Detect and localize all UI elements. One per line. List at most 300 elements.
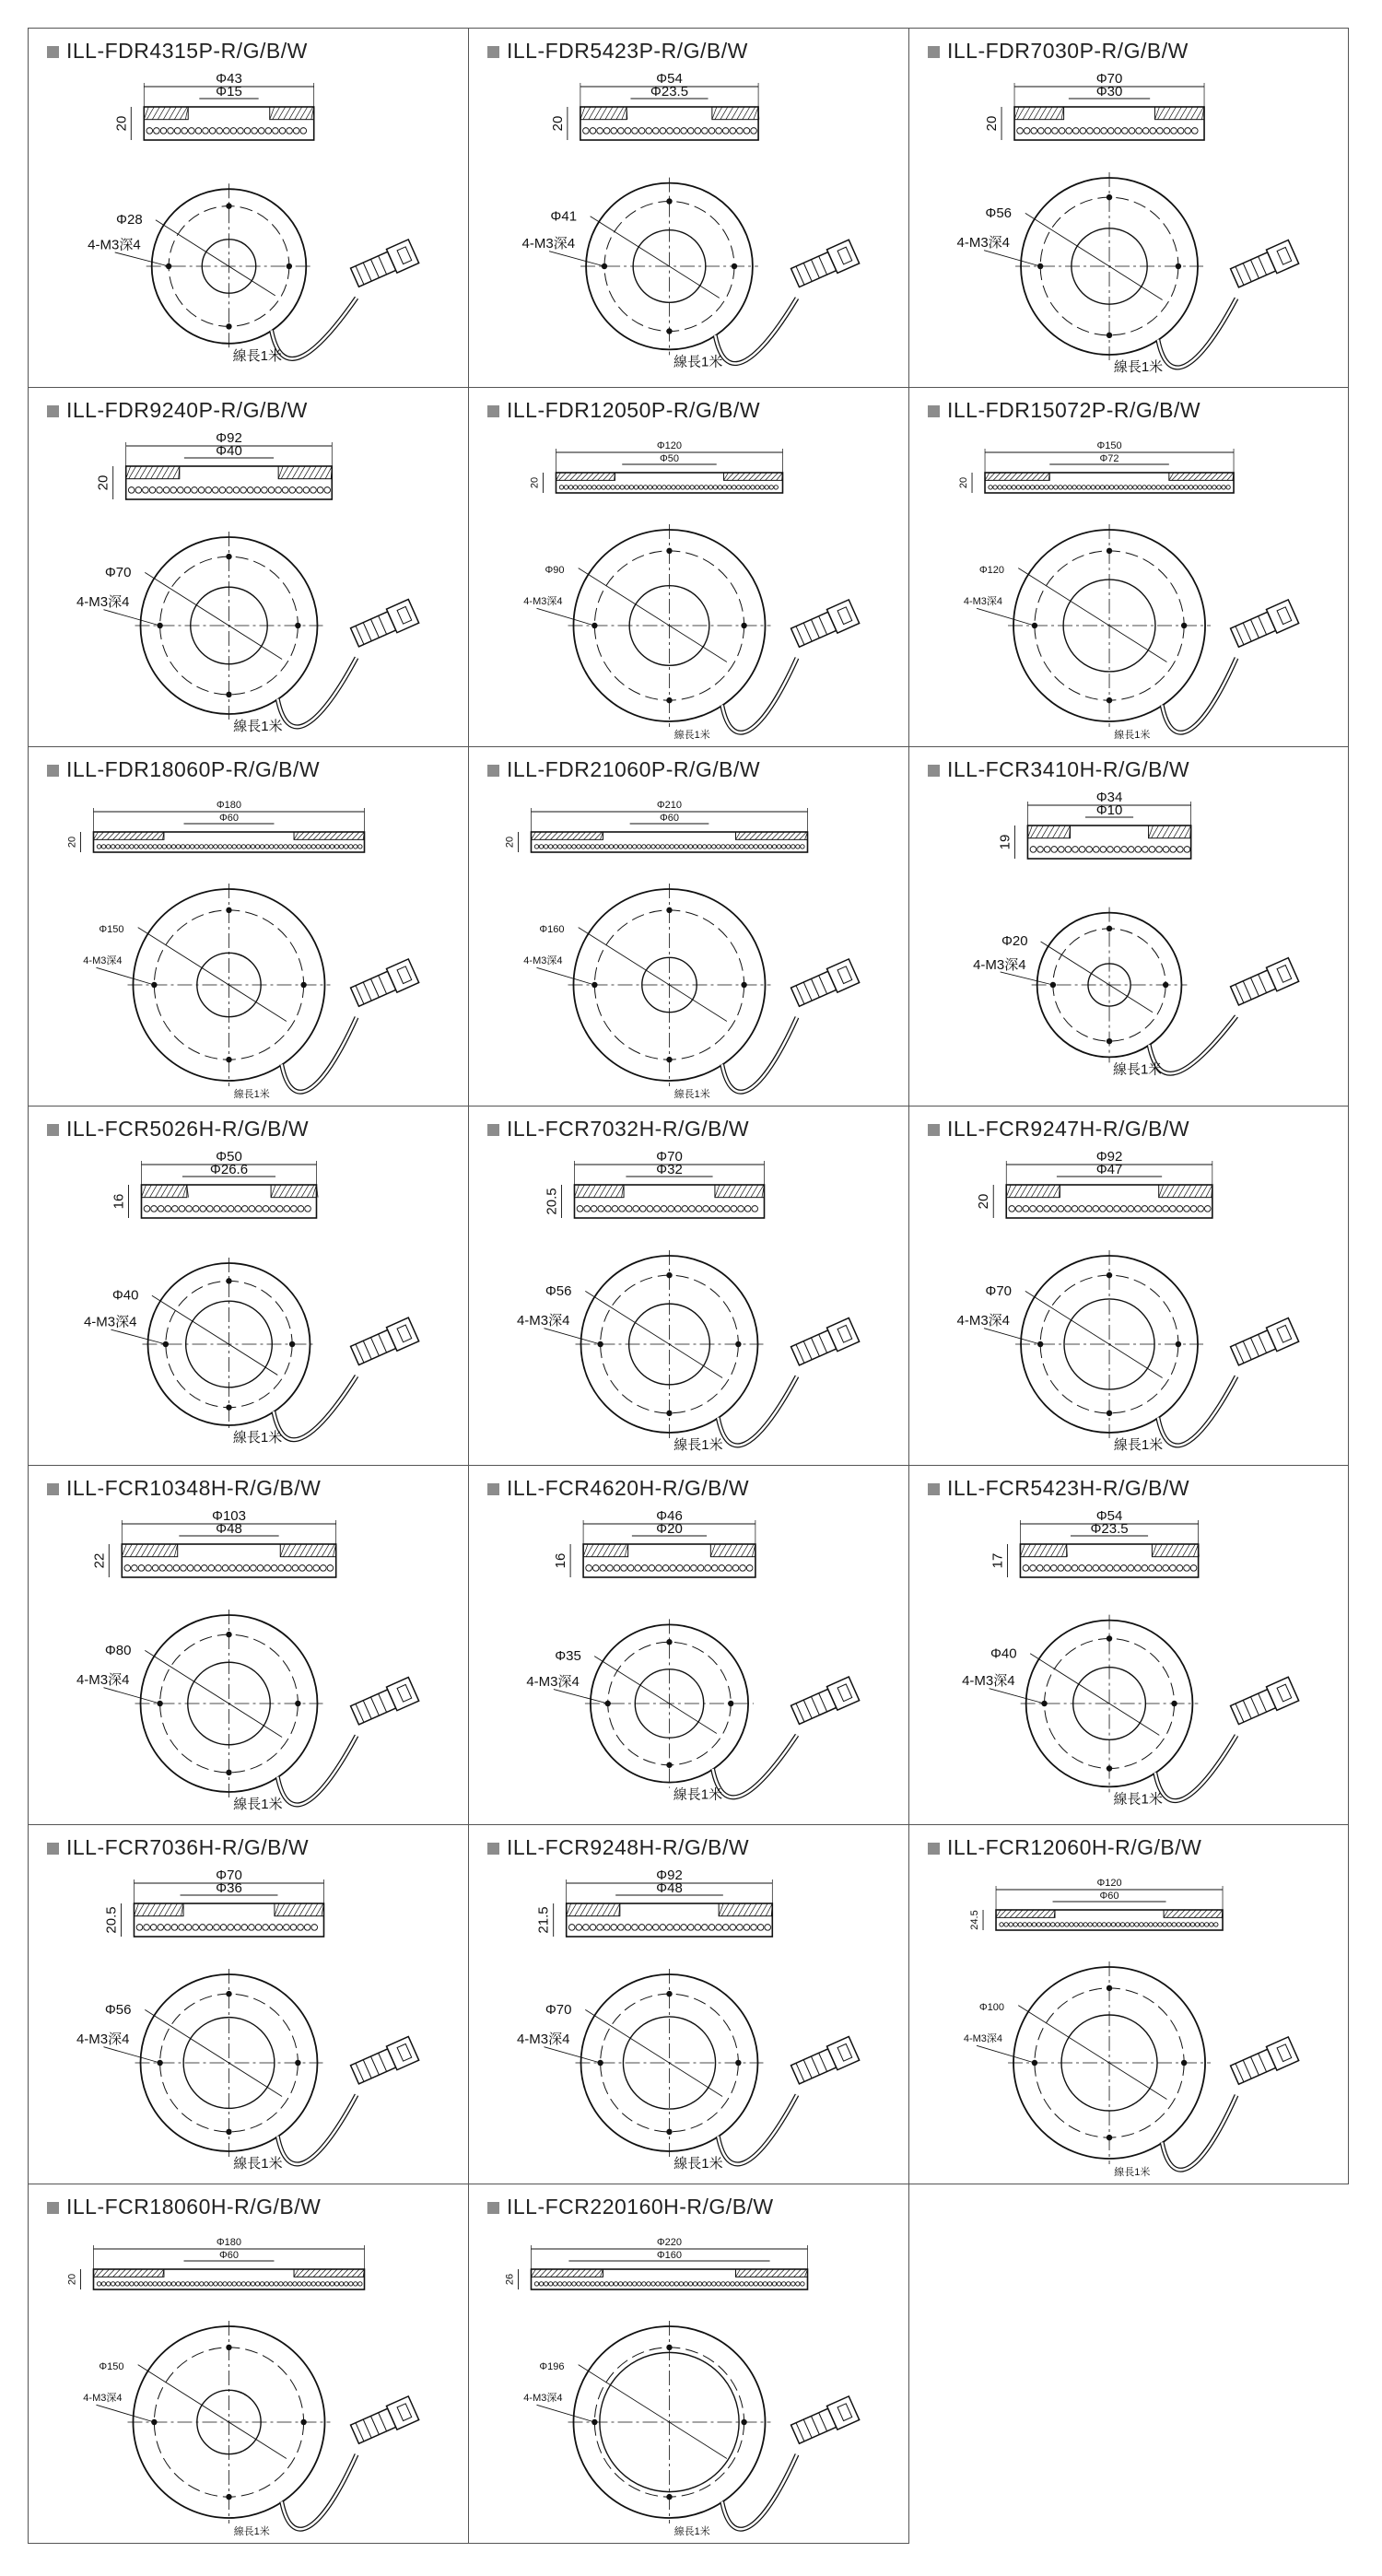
side-section-view (103, 1868, 323, 1937)
model-name: ILL-FDR18060P-R/G/B/W (66, 757, 321, 781)
mount-hole (1032, 2060, 1037, 2066)
height-label: 26 (504, 2273, 516, 2286)
mount-hole (666, 548, 672, 554)
screw-spec-label: 4-M3深4 (83, 1314, 137, 1330)
inner-diameter-label: Φ32 (656, 1162, 683, 1177)
front-plan-view (88, 183, 311, 349)
side-section-view (990, 1508, 1199, 1577)
height-label: 20 (66, 836, 78, 849)
dimension-drawing (29, 1825, 469, 2184)
inner-diameter-label: Φ48 (656, 1880, 683, 1896)
dimension-drawing (29, 29, 469, 388)
outer-diameter-label: Φ70 (656, 1149, 683, 1165)
inner-diameter-label: Φ40 (216, 443, 242, 459)
model-name: ILL-FCR220160H-R/G/B/W (507, 2195, 774, 2219)
cable-length-label: 線長1米 (233, 2156, 283, 2172)
side-section-view (553, 1508, 755, 1577)
model-name: ILL-FCR3410H-R/G/B/W (947, 757, 1190, 781)
connector-plug-icon (1229, 240, 1298, 290)
model-name: ILL-FCR4620H-R/G/B/W (507, 1476, 750, 1500)
mount-hole (666, 2494, 672, 2500)
hole-circle-label: Φ35 (555, 1647, 581, 1664)
hole-circle-label: Φ70 (104, 565, 132, 581)
mount-hole (295, 623, 300, 628)
outer-diameter-label: Φ50 (216, 1149, 242, 1165)
front-plan-view (76, 1969, 323, 2157)
front-plan-view (957, 1250, 1204, 1438)
mount-hole (666, 198, 672, 204)
hole-circle-label: Φ40 (990, 1645, 1017, 1662)
mount-hole (226, 692, 231, 697)
screw-spec-label: 4-M3深4 (973, 956, 1026, 973)
height-label: 22 (91, 1552, 108, 1569)
product-cell (468, 387, 909, 747)
height-label: 20 (113, 115, 130, 132)
mount-hole (226, 323, 231, 329)
mount-hole (1171, 1701, 1177, 1706)
model-name: ILL-FDR4315P-R/G/B/W (66, 39, 308, 63)
hole-circle-label: Φ80 (104, 1643, 132, 1659)
inner-diameter-label: Φ60 (218, 2250, 239, 2261)
height-label: 20 (958, 476, 970, 489)
outer-diameter-label: Φ92 (656, 1868, 683, 1883)
connector-plug-icon (1229, 958, 1298, 1008)
cable-length-label: 線長1米 (1113, 1437, 1164, 1453)
front-plan-view (522, 178, 758, 356)
front-plan-view (83, 884, 330, 1086)
cable-length-label: 線長1米 (673, 1089, 710, 1100)
hole-circle-label: Φ56 (104, 2002, 132, 2019)
screw-spec-label: 4-M3深4 (88, 237, 141, 253)
cable-length-label: 線長1米 (673, 2526, 710, 2537)
outer-diameter-label: Φ43 (216, 71, 242, 87)
hole-circle-label: Φ20 (1001, 932, 1028, 949)
led-bead-row (1009, 1206, 1211, 1212)
cable-length-label: 線長1米 (673, 730, 710, 741)
cable-length-label: 線長1米 (233, 1797, 283, 1812)
cable-length-label: 線長1米 (673, 354, 723, 370)
outer-diameter-label: Φ220 (656, 2237, 683, 2248)
connector-plug-icon (1229, 2037, 1298, 2087)
front-plan-view (526, 1619, 754, 1787)
mount-hole (1037, 263, 1043, 269)
model-name: ILL-FCR7036H-R/G/B/W (66, 1835, 310, 1859)
model-name: ILL-FCR5026H-R/G/B/W (66, 1117, 310, 1141)
mount-hole (666, 1057, 672, 1062)
front-plan-view (962, 1615, 1198, 1793)
led-bead-row (1000, 1923, 1218, 1926)
mount-hole (741, 623, 746, 628)
hole-circle-label: Φ56 (985, 205, 1013, 222)
height-label: 20 (976, 1193, 992, 1210)
inner-diameter-label: Φ47 (1095, 1162, 1123, 1177)
connector-plug-icon (790, 2037, 859, 2087)
dimension-drawing (909, 747, 1349, 1107)
mount-hole (666, 2345, 672, 2350)
led-bead-row (146, 128, 307, 135)
cable-length-label: 線長1米 (1114, 2167, 1151, 2178)
mount-hole (1107, 1411, 1112, 1416)
side-section-view (550, 71, 759, 140)
mount-hole (666, 697, 672, 703)
mount-hole (666, 907, 672, 913)
hole-circle-label: Φ56 (545, 1283, 572, 1300)
height-label: 17 (990, 1552, 1006, 1569)
model-name: ILL-FDR9240P-R/G/B/W (66, 398, 308, 422)
inner-diameter-label: Φ10 (1095, 802, 1123, 818)
front-plan-view (76, 532, 323, 720)
mount-hole (666, 1639, 672, 1645)
mount-hole (1107, 548, 1112, 554)
inner-diameter-label: Φ60 (218, 813, 239, 824)
led-bead-row (583, 128, 757, 135)
screw-spec-label: 4-M3深4 (526, 1674, 580, 1691)
cable-length-label: 線長1米 (1113, 359, 1164, 375)
led-bead-row (559, 486, 778, 489)
product-cell (28, 2184, 469, 2544)
hole-circle-label: Φ70 (545, 2002, 572, 2019)
screw-spec-label: 4-M3深4 (963, 2033, 1003, 2045)
model-name: ILL-FDR15072P-R/G/B/W (947, 398, 1201, 422)
product-cell (28, 1465, 469, 1825)
height-label: 20 (529, 476, 541, 489)
outer-diameter-label: Φ210 (656, 800, 683, 811)
model-name: ILL-FDR7030P-R/G/B/W (947, 39, 1189, 63)
product-cell (468, 2184, 909, 2544)
side-section-view (544, 1149, 764, 1218)
inner-diameter-label: Φ15 (216, 84, 242, 100)
screw-spec-label: 4-M3深4 (521, 236, 576, 252)
connector-plug-icon (790, 600, 859, 650)
cable-length-label: 線長1米 (233, 719, 283, 734)
mount-hole (735, 2060, 741, 2066)
mount-hole (226, 2129, 231, 2135)
model-name: ILL-FDR5423P-R/G/B/W (507, 39, 748, 63)
screw-spec-label: 4-M3深4 (516, 2031, 570, 2047)
mount-hole (666, 1762, 672, 1768)
mount-hole (1107, 697, 1112, 703)
inner-diameter-label: Φ20 (656, 1521, 683, 1537)
led-bead-row (1030, 847, 1190, 853)
hole-circle-label: Φ40 (111, 1287, 139, 1304)
screw-spec-label: 4-M3深4 (956, 1312, 1011, 1329)
dimension-drawing (469, 1825, 909, 2184)
dimension-drawing (29, 1466, 469, 1825)
mount-hole (295, 1701, 300, 1706)
connector-plug-icon (349, 2037, 418, 2087)
connector-plug-icon (790, 2396, 859, 2446)
height-label: 20 (95, 474, 111, 491)
mount-hole (741, 982, 746, 988)
connector-plug-icon (349, 1317, 418, 1367)
height-label: 20 (984, 115, 1001, 132)
inner-diameter-label: Φ30 (1095, 84, 1123, 100)
inner-diameter-label: Φ72 (1099, 453, 1119, 464)
cable-length-label: 線長1米 (673, 1786, 723, 1803)
product-cell (468, 1465, 909, 1825)
product-cell (28, 1824, 469, 2184)
cable-length-label: 線長1米 (1114, 730, 1151, 741)
front-plan-view (84, 1258, 316, 1431)
led-bead-row (97, 845, 362, 849)
screw-spec-label: 4-M3深4 (523, 2393, 563, 2405)
dimension-drawing (469, 2184, 909, 2544)
product-cell (28, 28, 469, 388)
inner-diameter-label: Φ36 (216, 1880, 242, 1896)
dimension-drawing (909, 1107, 1349, 1466)
outer-diameter-label: Φ103 (211, 1508, 246, 1524)
front-plan-view (517, 1969, 764, 2157)
product-cell (468, 28, 909, 388)
inner-diameter-label: Φ60 (1099, 1891, 1119, 1902)
mount-hole (728, 1701, 733, 1706)
front-plan-view (964, 524, 1211, 727)
dimension-drawing (469, 388, 909, 747)
height-label: 20.5 (544, 1188, 560, 1215)
height-label: 20 (66, 2273, 78, 2286)
model-name: ILL-FCR9248H-R/G/B/W (507, 1835, 750, 1859)
dimension-drawing (29, 747, 469, 1107)
product-cell (908, 1465, 1349, 1825)
hole-circle-label: Φ150 (99, 2360, 124, 2372)
dimension-drawing (909, 388, 1349, 747)
mount-hole (735, 1341, 741, 1347)
side-section-view (536, 1868, 773, 1937)
mount-hole (226, 2494, 231, 2500)
connector-plug-icon (790, 1318, 859, 1368)
mount-hole (226, 1404, 231, 1410)
product-cell (908, 1824, 1349, 2184)
connector-plug-icon (1229, 600, 1298, 650)
mount-hole (226, 203, 231, 208)
side-section-view (969, 1878, 1223, 1930)
hole-circle-label: Φ196 (539, 2360, 565, 2372)
mount-hole (1107, 1272, 1112, 1278)
height-label: 20.5 (103, 1906, 120, 1934)
height-label: 21.5 (535, 1906, 552, 1934)
outer-diameter-label: Φ46 (656, 1508, 683, 1524)
hole-circle-label: Φ150 (99, 923, 124, 935)
hole-circle-label: Φ160 (539, 923, 565, 935)
outer-diameter-label: Φ70 (216, 1868, 242, 1883)
mount-hole (226, 1770, 231, 1775)
dimension-drawing (469, 1466, 909, 1825)
height-label: 20 (504, 836, 516, 849)
screw-spec-label: 4-M3深4 (963, 596, 1003, 608)
screw-spec-label: 4-M3深4 (523, 955, 563, 967)
dimension-drawing (469, 29, 909, 388)
inner-diameter-label: Φ48 (216, 1521, 242, 1537)
cable-length-label: 線長1米 (232, 347, 283, 364)
connector-plug-icon (1229, 1677, 1298, 1727)
front-plan-view (517, 1250, 764, 1438)
mount-hole (1107, 1985, 1112, 1991)
inner-diameter-label: Φ23.5 (650, 84, 689, 100)
product-cell (908, 387, 1349, 747)
model-name: ILL-FCR5423H-R/G/B/W (947, 1476, 1190, 1500)
dimension-drawing (469, 747, 909, 1107)
led-bead-row (128, 487, 330, 494)
mount-hole (1107, 1635, 1112, 1641)
mount-hole (226, 554, 231, 559)
connector-plug-icon (349, 600, 418, 650)
side-section-view (997, 790, 1190, 859)
product-cell (468, 1824, 909, 2184)
outer-diameter-label: Φ150 (1096, 440, 1122, 451)
inner-diameter-label: Φ26.6 (209, 1162, 249, 1177)
connector-plug-icon (349, 1678, 418, 1727)
mount-hole (666, 2129, 672, 2135)
connector-plug-icon (349, 959, 418, 1009)
cable-length-label: 線長1米 (673, 1437, 723, 1453)
mount-hole (1107, 1765, 1112, 1771)
mount-hole (1032, 623, 1037, 628)
outer-diameter-label: Φ54 (656, 71, 683, 87)
mount-hole (1107, 1038, 1112, 1044)
dimension-drawing (909, 29, 1349, 388)
cable-length-label: 線長1米 (1113, 1791, 1163, 1808)
cable-length-label: 線長1米 (673, 2156, 723, 2172)
height-label: 16 (111, 1193, 127, 1210)
screw-spec-label: 4-M3深4 (516, 1312, 570, 1329)
screw-spec-label: 4-M3深4 (76, 593, 130, 610)
height-label: 19 (997, 834, 1013, 850)
mount-hole (287, 263, 292, 269)
mount-hole (1107, 333, 1112, 338)
side-section-view (984, 71, 1204, 140)
mount-hole (666, 1991, 672, 1996)
outer-diameter-label: Φ180 (216, 800, 242, 811)
mount-hole (1107, 926, 1112, 931)
side-section-view (111, 1149, 318, 1218)
mount-hole (300, 2419, 306, 2425)
mount-hole (226, 1991, 231, 1996)
model-name: ILL-FCR18060H-R/G/B/W (66, 2195, 322, 2219)
side-section-view (91, 1508, 335, 1577)
screw-spec-label: 4-M3深4 (83, 955, 123, 967)
side-section-view (958, 440, 1234, 493)
dimension-drawing (909, 1466, 1349, 1825)
mount-hole (1163, 982, 1168, 988)
mount-hole (666, 328, 672, 334)
side-section-view (66, 2237, 364, 2289)
dimension-drawing (29, 1107, 469, 1466)
connector-plug-icon (1229, 1318, 1298, 1368)
screw-spec-label: 4-M3深4 (956, 234, 1011, 251)
side-section-view (504, 800, 807, 852)
front-plan-view (964, 1961, 1211, 2164)
mount-hole (226, 1057, 231, 1062)
mount-hole (1037, 1341, 1043, 1347)
model-name: ILL-FDR21060P-R/G/B/W (507, 757, 761, 781)
connector-plug-icon (790, 1677, 859, 1727)
hole-circle-label: Φ70 (985, 1283, 1013, 1300)
screw-spec-label: 4-M3深4 (76, 1671, 130, 1688)
product-cell (28, 387, 469, 747)
dimension-drawing (909, 1825, 1349, 2184)
cable-length-label: 線長1米 (1112, 1061, 1163, 1078)
dimension-drawing (469, 1107, 909, 1466)
front-plan-view (523, 884, 770, 1086)
connector-plug-icon (349, 2396, 418, 2446)
mount-hole (1176, 1341, 1181, 1347)
connector-plug-icon (349, 240, 418, 289)
inner-diameter-label: Φ160 (656, 2250, 683, 2261)
mount-hole (1050, 982, 1056, 988)
front-plan-view (973, 907, 1187, 1063)
connector-plug-icon (790, 240, 859, 289)
screw-spec-label: 4-M3深4 (76, 2031, 130, 2047)
side-section-view (529, 440, 782, 493)
side-section-view (976, 1149, 1212, 1218)
mount-hole (1181, 2060, 1187, 2066)
screw-spec-label: 4-M3深4 (523, 596, 563, 608)
hole-circle-label: Φ100 (978, 2001, 1005, 2013)
model-name: ILL-FDR12050P-R/G/B/W (507, 398, 761, 422)
product-cell (28, 746, 469, 1107)
product-cell (908, 28, 1349, 388)
product-cell (28, 1106, 469, 1466)
mount-hole (289, 1341, 295, 1347)
mount-hole (666, 1272, 672, 1278)
front-plan-view (957, 172, 1204, 360)
screw-spec-label: 4-M3深4 (83, 2393, 123, 2405)
side-section-view (504, 2237, 807, 2289)
hole-circle-label: Φ41 (550, 208, 578, 225)
product-drawing-grid (28, 28, 1348, 2546)
mount-hole (666, 1411, 672, 1416)
cable-length-label: 線長1米 (232, 1430, 283, 1446)
mount-hole (1107, 194, 1112, 200)
mount-hole (226, 1278, 231, 1283)
model-name: ILL-FCR9247H-R/G/B/W (947, 1117, 1190, 1141)
mount-hole (226, 907, 231, 913)
outer-diameter-label: Φ120 (656, 440, 683, 451)
height-label: 20 (549, 115, 566, 132)
model-name: ILL-FCR12060H-R/G/B/W (947, 1835, 1202, 1859)
mount-hole (732, 263, 737, 269)
outer-diameter-label: Φ54 (1095, 1508, 1123, 1524)
mount-hole (226, 1632, 231, 1637)
side-section-view (113, 71, 313, 140)
cable-length-label: 線長1米 (233, 2526, 270, 2537)
front-plan-view (523, 2321, 770, 2523)
outer-diameter-label: Φ120 (1096, 1878, 1122, 1889)
mount-hole (300, 982, 306, 988)
model-name: ILL-FCR10348H-R/G/B/W (66, 1476, 322, 1500)
product-cell (908, 746, 1349, 1107)
product-cell (468, 746, 909, 1107)
front-plan-view (83, 2321, 330, 2523)
dimension-drawing (29, 2184, 469, 2544)
height-label: 24.5 (969, 1910, 981, 1930)
outer-diameter-label: Φ92 (216, 430, 242, 446)
dimension-drawing (29, 388, 469, 747)
outer-diameter-label: Φ180 (216, 2237, 242, 2248)
led-bead-row (97, 2282, 362, 2286)
model-name: ILL-FCR7032H-R/G/B/W (507, 1117, 750, 1141)
front-plan-view (76, 1610, 323, 1797)
hole-circle-label: Φ120 (978, 564, 1005, 576)
connector-plug-icon (790, 959, 859, 1009)
led-bead-row (1023, 1565, 1197, 1572)
inner-diameter-label: Φ23.5 (1090, 1521, 1129, 1537)
inner-diameter-label: Φ60 (659, 813, 679, 824)
product-cell (908, 1106, 1349, 1466)
side-section-view (96, 430, 333, 499)
outer-diameter-label: Φ70 (1095, 71, 1123, 87)
hole-circle-label: Φ28 (116, 211, 143, 228)
